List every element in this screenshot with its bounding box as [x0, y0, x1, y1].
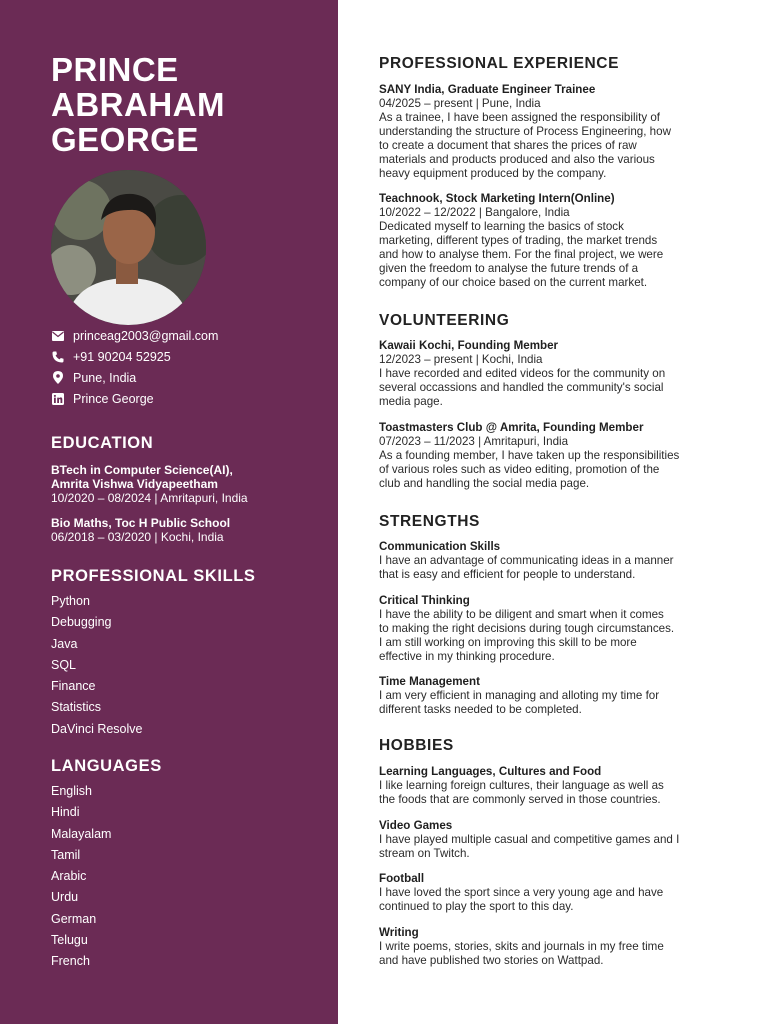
- contact-linkedin[interactable]: [51, 388, 218, 409]
- hobby-entry: [379, 765, 724, 807]
- contact-location-text: Pune, India: [73, 370, 137, 385]
- strength-entry: [379, 594, 724, 664]
- entry-description: I write poems, stories, skits and journals in my free time and have published two stories on Wattpad.: [379, 940, 664, 967]
- contact-list: [51, 325, 218, 409]
- location-pin-icon: [51, 371, 65, 385]
- entry-title: Communication Skills: [379, 540, 501, 553]
- contact-phone-text: +91 90204 52925: [73, 349, 171, 364]
- education-title: Bio Maths, Toc H Public School: [51, 516, 231, 530]
- entry-title: Video Games: [379, 819, 453, 832]
- entry-title: Writing: [379, 926, 419, 939]
- language-item: Malayalam: [51, 826, 112, 841]
- skill-item: DaVinci Resolve: [51, 721, 143, 736]
- entry-description: I have the ability to be diligent and smart when it comes to making the right decisions during tough circumstances. I am still working on improving this skill to be more effective in my thinking procedure.: [379, 608, 675, 663]
- entry-description: I have recorded and edited videos for the community on several occassions and handled the community's social media page.: [379, 367, 666, 408]
- contact-location: [51, 367, 218, 388]
- skill-item: Python: [51, 594, 90, 608]
- sidebar: [0, 0, 338, 1024]
- skill-item: Java: [51, 636, 78, 651]
- languages-list: [51, 781, 111, 973]
- contact-email-text: princeag2003@gmail.com: [73, 328, 219, 343]
- language-item: German: [51, 911, 97, 926]
- skill-item: SQL: [51, 657, 77, 672]
- entry-title: Football: [379, 872, 425, 885]
- language-item: Arabic: [51, 869, 87, 884]
- main-content: [338, 0, 768, 1024]
- candidate-name: PRINCE ABRAHAM GEORGE: [51, 51, 225, 158]
- contact-phone[interactable]: [51, 346, 218, 367]
- volunteering-heading: VOLUNTEERING: [379, 312, 510, 329]
- volunteering-entry: [379, 421, 724, 491]
- entry-meta: 10/2022 – 12/2022 | Bangalore, India: [379, 206, 570, 219]
- hobby-entry: [379, 819, 724, 861]
- entry-meta: 04/2025 – present | Pune, India: [379, 97, 541, 110]
- education-title: BTech in Computer Science(AI), Amrita Vishwa Vidyapeetham: [51, 463, 233, 491]
- entry-description: I like learning foreign cultures, their language as well as the foods that are commonly served in those countries.: [379, 779, 664, 806]
- hobbies-heading: HOBBIES: [379, 737, 454, 754]
- language-item: Tamil: [51, 847, 81, 862]
- skill-item: Statistics: [51, 700, 102, 715]
- education-meta: 10/2020 – 08/2024 | Amritapuri, India: [51, 491, 248, 505]
- entry-description: I have an advantage of communicating ideas in a manner that is easy and efficient for people to understand.: [379, 554, 674, 581]
- skill-item: Debugging: [51, 615, 112, 630]
- skills-heading: PROFESSIONAL SKILLS: [51, 567, 256, 585]
- profile-photo: [51, 170, 206, 325]
- entry-meta: 12/2023 – present | Kochi, India: [379, 353, 543, 366]
- education-item: [51, 463, 311, 505]
- strength-entry: [379, 540, 724, 582]
- entry-title: Toastmasters Club @ Amrita, Founding Member: [379, 421, 644, 434]
- languages-heading: LANGUAGES: [51, 757, 162, 775]
- entry-description: I have played multiple casual and competitive games and I stream on Twitch.: [379, 833, 680, 860]
- entry-title: Teachnook, Stock Marketing Intern(Online): [379, 192, 615, 205]
- entry-description: Dedicated myself to learning the basics of stock marketing, different types of trading, the market trends and how to analyse them. For the final project, we were given the freedom to analyse the future trends of a company of our choice based on the current market.: [379, 220, 664, 289]
- language-item: Hindi: [51, 805, 80, 820]
- phone-icon: [51, 350, 65, 364]
- contact-linkedin-text: Prince George: [73, 391, 154, 406]
- entry-title: Learning Languages, Cultures and Food: [379, 765, 602, 778]
- strengths-heading: STRENGTHS: [379, 513, 480, 530]
- volunteering-entry: [379, 339, 724, 409]
- entry-title: Time Management: [379, 675, 480, 688]
- experience-entry: [379, 192, 724, 290]
- language-item: English: [51, 784, 92, 798]
- hobby-entry: [379, 872, 724, 914]
- entry-title: Kawaii Kochi, Founding Member: [379, 339, 559, 352]
- hobby-entry: [379, 926, 724, 968]
- contact-email[interactable]: [51, 325, 218, 346]
- education-item: [51, 516, 311, 544]
- entry-meta: 07/2023 – 11/2023 | Amritapuri, India: [379, 435, 569, 448]
- education-heading: EDUCATION: [51, 434, 154, 452]
- language-item: French: [51, 954, 90, 969]
- strength-entry: [379, 675, 724, 717]
- experience-heading: PROFESSIONAL EXPERIENCE: [379, 55, 620, 72]
- linkedin-icon: [51, 392, 65, 406]
- skills-list: [51, 591, 142, 740]
- mail-icon: [51, 329, 65, 343]
- entry-title: Critical Thinking: [379, 594, 470, 607]
- entry-description: As a trainee, I have been assigned the responsibility of understanding the structure of Process Engineering, how to create a document that shares the prices of raw materials and products produced and also the various heavy equipment produced by the company.: [379, 111, 671, 180]
- entry-description: I am very efficient in managing and alloting my time for different tasks needed to be completed.: [379, 689, 660, 716]
- entry-description: As a founding member, I have taken up the responsibilities of various roles such as video editing, promotion of the club and handling the social media page.: [379, 449, 680, 490]
- education-meta: 06/2018 – 03/2020 | Kochi, India: [51, 530, 224, 544]
- language-item: Urdu: [51, 890, 79, 905]
- entry-title: SANY India, Graduate Engineer Trainee: [379, 83, 596, 96]
- language-item: Telugu: [51, 933, 88, 948]
- entry-description: I have loved the sport since a very young age and have continued to play the sport to this day.: [379, 886, 664, 913]
- experience-entry: [379, 83, 724, 181]
- skill-item: Finance: [51, 679, 96, 694]
